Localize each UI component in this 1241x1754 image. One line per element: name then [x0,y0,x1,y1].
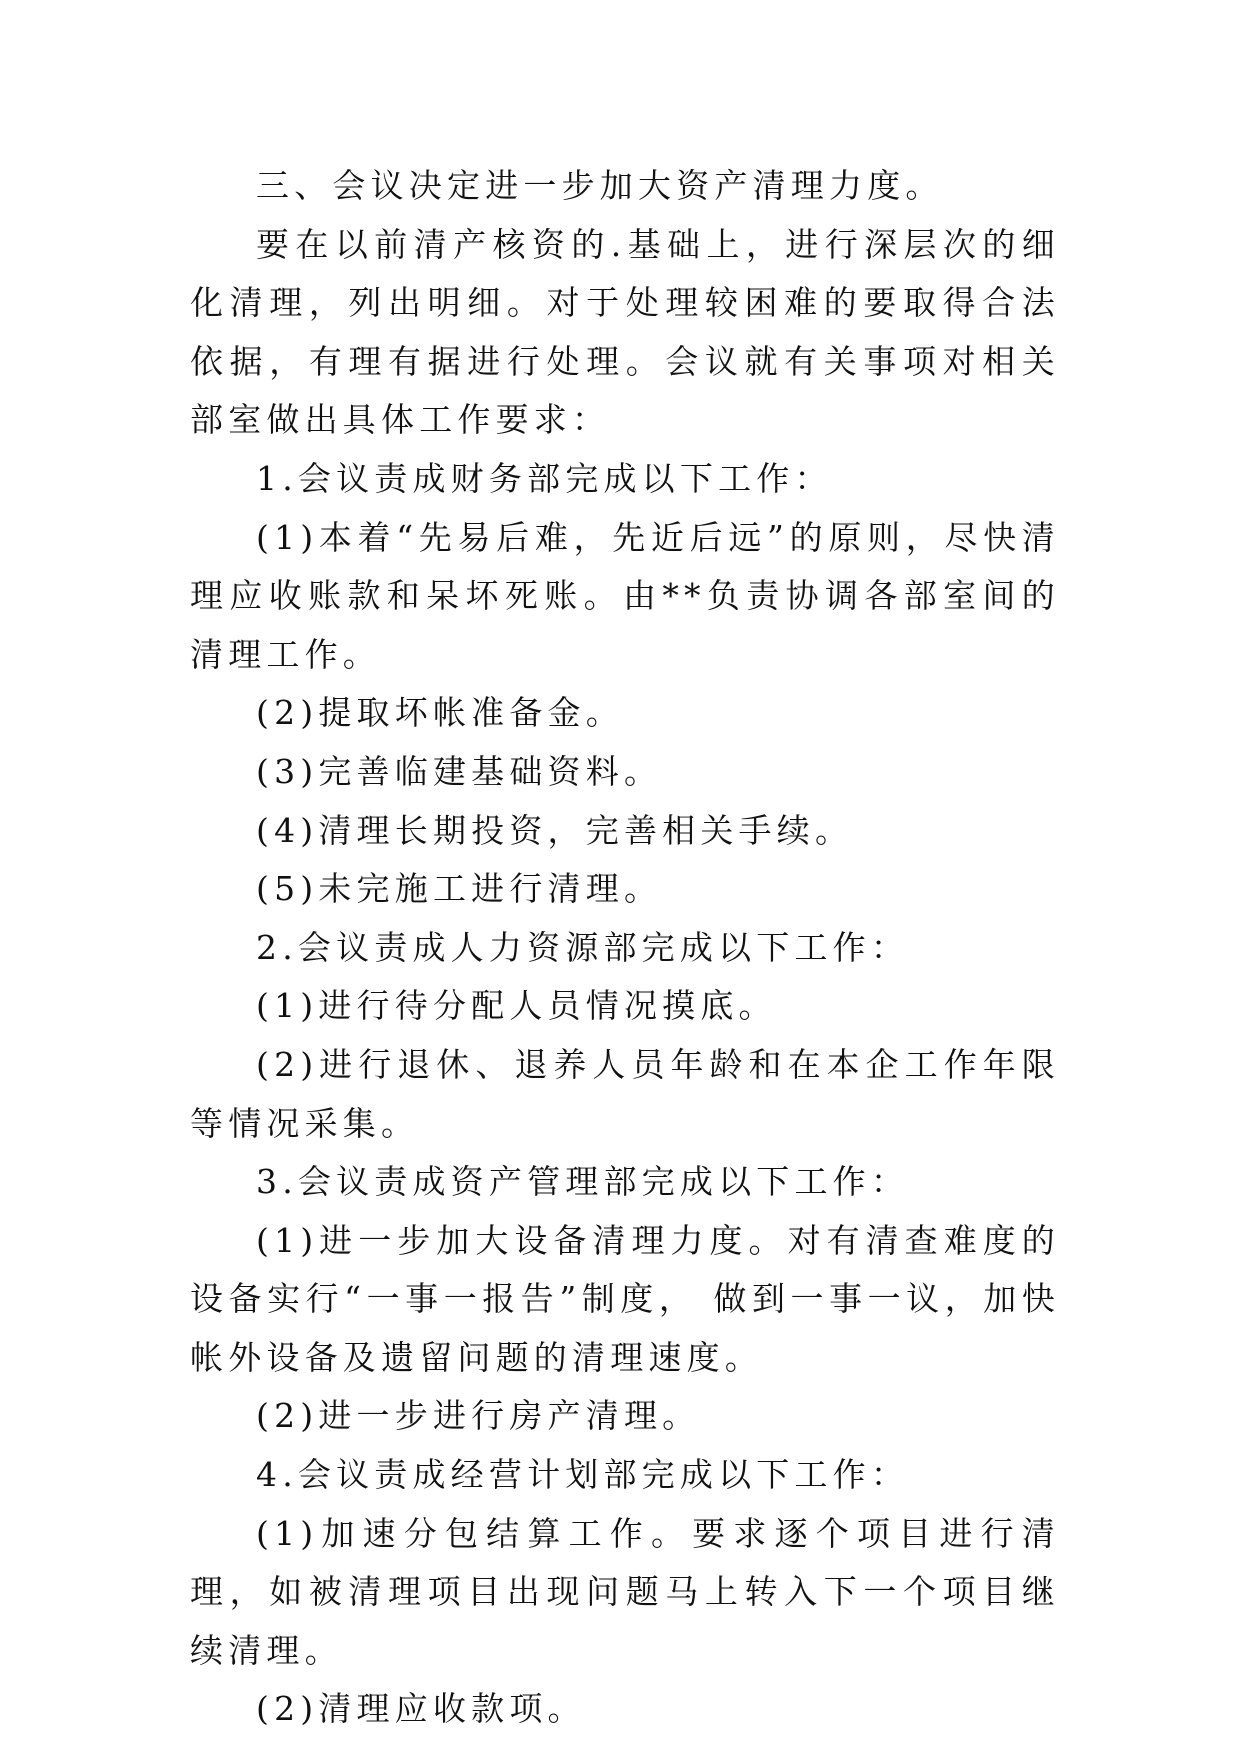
list-item: (2)进行退休、退养人员年龄和在本企工作年限等情况采集。 [190,1044,1060,1143]
document-body [190,157,1060,1739]
list-item: (1)进一步加大设备清理力度。对有清查难度的设备实行“一事一报告”制度， 做到一事一议，加快帐外设备及遗留问题的清理速度。 [190,1220,1060,1377]
item-heading-hr: 2.会议责成人力资源部完成以下工作： [256,927,910,967]
list-item: (1)本着“先易后难，先近后远”的原则，尽快清理应收账款和呆坏死账。由**负责协调各部室间的清理工作。 [190,517,1060,674]
item-heading-asset: 3.会议责成资产管理部完成以下工作： [256,1162,910,1202]
list-item: (3)完善临建基础资料。 [256,751,663,791]
list-item: (1)进行待分配人员情况摸底。 [256,986,777,1026]
section-heading-3: 三、会议决定进一步加大资产清理力度。 [256,166,944,205]
list-item: (4)清理长期投资，完善相关手续。 [256,810,854,850]
list-item: (2)进一步进行房产清理。 [256,1396,701,1436]
list-item: (2)提取坏帐准备金。 [256,693,624,733]
body-paragraph: 要在以前清产核资的.基础上，进行深层次的细化清理，列出明细。对于处理较困难的要取得合法依据，有理有据进行处理。会议就有关事项对相关部室做出具体工作要求： [190,224,1060,440]
list-item: (1)加速分包结算工作。要求逐个项目进行清理，如被清理项目出现问题马上转入下一个项目继续清理。 [190,1513,1060,1670]
list-item: (2)清理应收款项。 [256,1689,586,1729]
item-heading-finance: 1.会议责成财务部完成以下工作： [256,458,833,498]
item-heading-planning: 4.会议责成经营计划部完成以下工作： [256,1455,910,1495]
list-item: (5)未完施工进行清理。 [256,869,663,909]
